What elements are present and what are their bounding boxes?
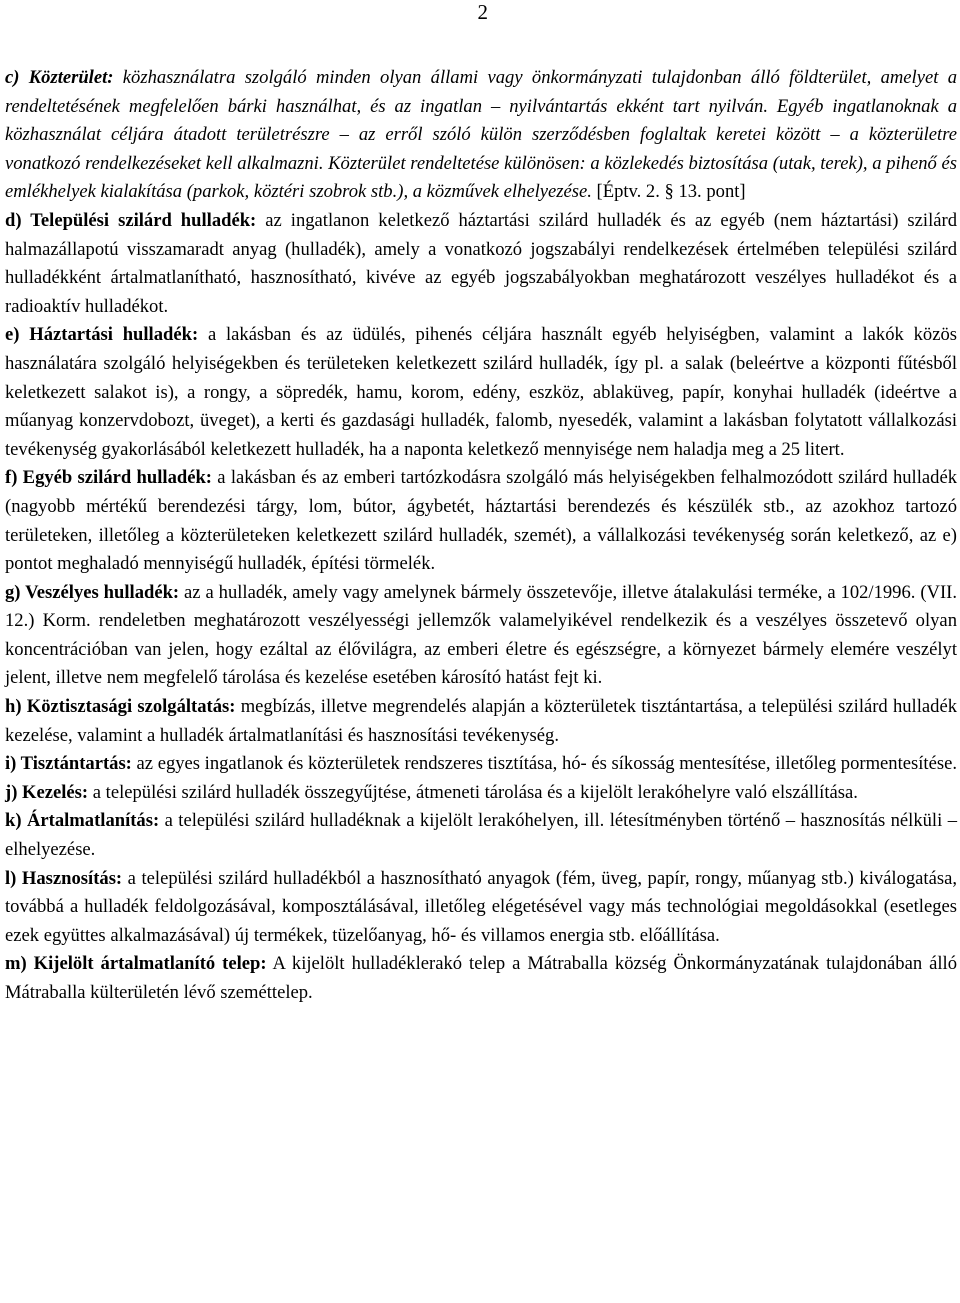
definition-g	[5, 579, 957, 693]
definition-term: k) Ártalmatlanítás:	[5, 810, 160, 832]
definition-k	[5, 807, 957, 864]
definition-c	[5, 64, 957, 207]
definition-text: az ingatlanon keletkező háztartási szilárd hulladék és az egyéb (nem háztartási) szilárd halmazállapotú visszamaradt anyag (hulladék), amely a vonatkozó jogszabályi rendelkezések értelmében települési szilárd hulladékként ártalmatlanítható, hasznosítható, kivéve az egyéb jogszabályokban meghatározott veszélyes hulladékot és a radioaktív hulladékot.	[5, 209, 957, 317]
definition-text: a lakásban és az emberi tartózkodásra szolgáló más helyiségekben felhalmozódott szilárd hulladék (nagyobb mértékű berendezési tárgy, lom, bútor, ágybetét, háztartási berendezés és készülék stb., az azokhoz tartozó területeken, illetőleg a közterületeken keletkezett szilárd hulladék, szemét), a vállalkozási tevékenység során keletkező, az e) pontot meghaladó mennyiségű hulladék, építési törmelék.	[5, 467, 957, 575]
definition-text: a települési szilárd hulladéknak a kijelölt lerakóhelyen, ill. létesítményben történő – hasznosítás nélküli – elhelyezése.	[5, 810, 957, 861]
definition-term: d) Települési szilárd hulladék:	[5, 209, 257, 231]
definition-term: l) Hasznosítás:	[5, 867, 123, 889]
document-body	[5, 64, 957, 1008]
definition-m	[5, 950, 957, 1007]
definition-j	[5, 779, 957, 808]
page-number: 2	[477, 0, 488, 24]
definition-text: az egyes ingatlanok és közterületek rendszeres tisztítása, hó- és síkosság mentesítése, illetőleg pormentesítése.	[131, 753, 957, 775]
definition-f	[5, 464, 957, 578]
definition-term: h) Köztisztasági szolgáltatás:	[5, 696, 236, 718]
definition-term: m) Kijelölt ártalmatlanító telep:	[5, 953, 267, 975]
definition-h	[5, 693, 957, 750]
definition-text: a települési szilárd hulladékból a hasznosítható anyagok (fém, üveg, papír, rongy, műanyag stb.) kiválogatása, továbbá a hulladék feldolgozásával, komposztálásával, illetőleg elégetésével vagy más technológiai megoldásokkal (esetleges ezek együttes alkalmazásával) új termékek, tüzelőanyag, hő- és villamos energia stb. előállítása.	[5, 867, 957, 946]
definition-text: a települési szilárd hulladék összegyűjtése, átmeneti tárolása és a kijelölt lerakóhelyre való elszállítása.	[88, 781, 858, 803]
definition-text: A kijelölt hulladéklerakó telep a Mátraballa község Önkormányzatának tulajdonában álló Mátraballa külterületén lévő szeméttelep.	[5, 953, 957, 1003]
legal-reference: [Éptv. 2. § 13. pont]	[591, 181, 746, 203]
definition-term: c) Közterület:	[5, 67, 114, 88]
definition-text: a lakásban és az üdülés, pihenés céljára használt egyéb helyiségben, valamint a lakók közös használatára szolgáló helyiségekben és területeken keletkezett szilárd hulladék, így pl. a salak (beleértve a központi fűtésből keletkezett salakot is), a rongy, a söpredék, hamu, korom, edény, eszköz, ablaküveg, papír, konyhai hulladék (ideértve a műanyag konzervdobozt, üveget), a kerti és gazdasági hulladék, falomb, nyesedék, valamint a lakásban folytatott vállalkozási tevékenység gyakorlásából keletkezett hulladék, ha a naponta keletkező mennyisége nem haladja meg a 25 litert.	[5, 324, 957, 460]
definition-d	[5, 207, 957, 321]
definition-text: megbízás, illetve megrendelés alapján a közterületek tisztántartása, a települési szilárd hulladék kezelése, valamint a hulladék ártalmatlanítási és hasznosítási tevékenység.	[5, 696, 957, 746]
definition-text: az a hulladék, amely vagy amelynek bármely összetevője, illetve átalakulási terméke, a 102/1996. (VII. 12.) Korm. rendeletben meghatározott veszélyességi jellemzők valamelyikével rendelkezik és a veszélyes összetevő olyan koncentrációban van jelen, hogy ezáltal az élővilágra, az emberi életre és egészségre, a környezet bármely elemére veszélyt jelent, illetve nem megfelelő tárolása és kezelése esetében károsító hatást fejt ki.	[5, 581, 957, 689]
definition-term: j) Kezelés:	[5, 781, 89, 803]
definition-term: f) Egyéb szilárd hulladék:	[5, 467, 212, 489]
definition-l	[5, 865, 957, 951]
definition-term: e) Háztartási hulladék:	[5, 324, 199, 346]
definition-text: közhasználatra szolgáló minden olyan állami vagy önkormányzati tulajdonban álló földterület, amelyet a rendeltetésének megfelelően bárki használhat, és az ingatlan – nyilvántartás ekként tart nyilván. Egyéb ingatlanoknak a közhasználat céljára átadott területrészre – az erről szóló külön szerződésben foglaltak keretei között – a közterületre vonatkozó rendelkezéseket kell alkalmazni. Közterület rendeltetése különösen: a közlekedés biztosítása (utak, terek), a pihenő és emlékhelyek kialakítása (parkok, köztéri szobrok stb.), a közművek elhelyezése.	[5, 67, 957, 203]
definition-term: g) Veszélyes hulladék:	[5, 581, 180, 603]
definition-i	[5, 750, 957, 779]
definition-e	[5, 321, 957, 464]
definition-term: i) Tisztántartás:	[5, 753, 132, 775]
